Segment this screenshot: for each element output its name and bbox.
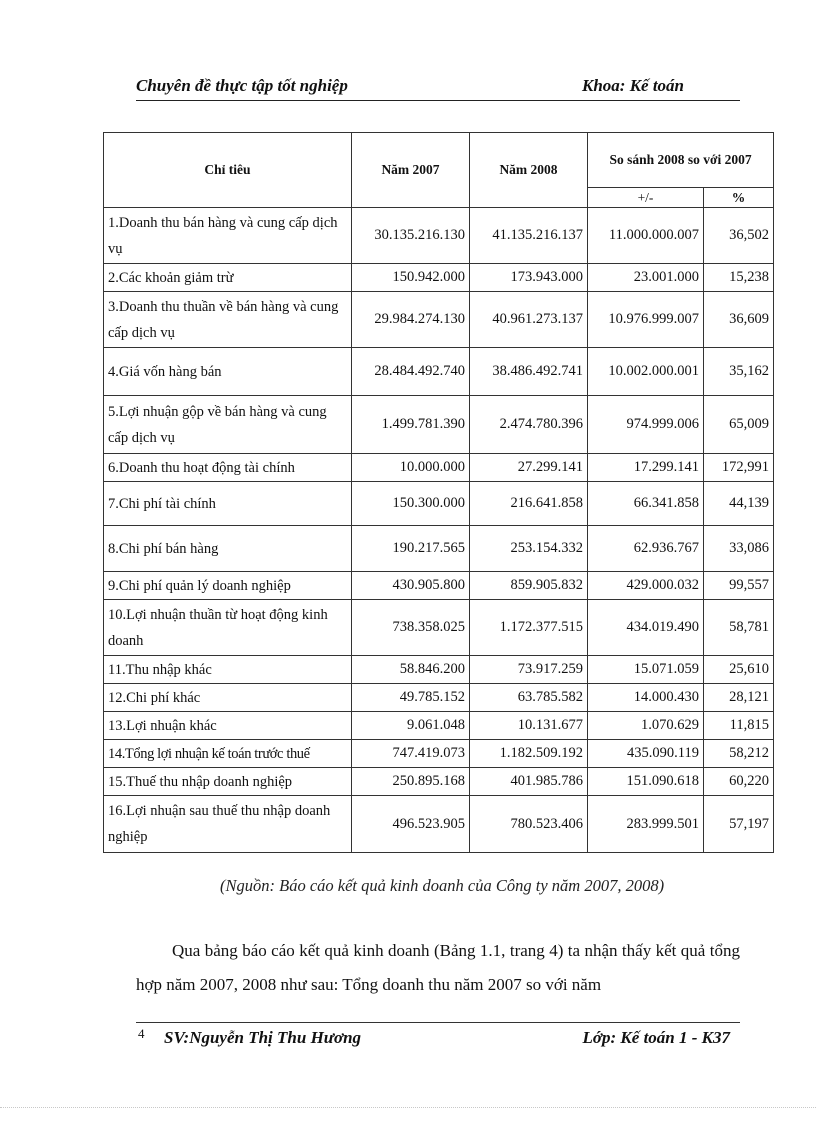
- row-2007: 28.484.492.740: [352, 348, 470, 396]
- row-2008: 73.917.259: [470, 656, 588, 684]
- row-2007: 58.846.200: [352, 656, 470, 684]
- row-diff: 66.341.858: [588, 482, 704, 526]
- row-label: 3.Doanh thu thuần về bán hàng và cung cấp dịch vụ: [104, 292, 352, 348]
- row-pct: 35,162: [704, 348, 774, 396]
- header-pct: %: [704, 188, 774, 208]
- row-label: 6.Doanh thu hoạt động tài chính: [104, 454, 352, 482]
- row-diff: 151.090.618: [588, 768, 704, 796]
- header-diff: +/-: [588, 188, 704, 208]
- row-2008: 40.961.273.137: [470, 292, 588, 348]
- table-row: [104, 292, 774, 348]
- row-pct: 28,121: [704, 684, 774, 712]
- page-header: [136, 76, 740, 101]
- header-department: Khoa: Kế toán: [582, 76, 685, 95]
- row-2007: 49.785.152: [352, 684, 470, 712]
- row-label: 14.Tổng lợi nhuận kế toán trước thuế: [104, 740, 352, 768]
- row-label: 1.Doanh thu bán hàng và cung cấp dịch vụ: [104, 208, 352, 264]
- row-diff: 15.071.059: [588, 656, 704, 684]
- table-row: [104, 572, 774, 600]
- row-pct: 60,220: [704, 768, 774, 796]
- row-label: 9.Chi phí quản lý doanh nghiệp: [104, 572, 352, 600]
- row-pct: 57,197: [704, 796, 774, 853]
- row-2007: 250.895.168: [352, 768, 470, 796]
- table-row: [104, 768, 774, 796]
- table-row: [104, 264, 774, 292]
- source-note: (Nguồn: Báo cáo kết quả kinh doanh của Công ty năm 2007, 2008): [220, 876, 665, 895]
- business-results-table: [103, 132, 774, 853]
- row-diff: 1.070.629: [588, 712, 704, 740]
- row-2007: 190.217.565: [352, 526, 470, 572]
- row-pct: 36,609: [704, 292, 774, 348]
- row-diff: 283.999.501: [588, 796, 704, 853]
- row-pct: 25,610: [704, 656, 774, 684]
- table-row: [104, 740, 774, 768]
- row-2007: 10.000.000: [352, 454, 470, 482]
- row-pct: 44,139: [704, 482, 774, 526]
- row-pct: 11,815: [704, 712, 774, 740]
- row-label: 12.Chi phí khác: [104, 684, 352, 712]
- row-2008: 2.474.780.396: [470, 396, 588, 454]
- row-pct: 36,502: [704, 208, 774, 264]
- row-pct: 65,009: [704, 396, 774, 454]
- row-pct: 58,212: [704, 740, 774, 768]
- row-diff: 974.999.006: [588, 396, 704, 454]
- table-row: [104, 348, 774, 396]
- row-pct: 99,557: [704, 572, 774, 600]
- table-row: [104, 684, 774, 712]
- page-number: 4: [138, 1026, 145, 1041]
- table-row: [104, 712, 774, 740]
- header-year-2007: Năm 2007: [352, 133, 470, 208]
- row-2007: 29.984.274.130: [352, 292, 470, 348]
- row-diff: 435.090.119: [588, 740, 704, 768]
- row-2008: 859.905.832: [470, 572, 588, 600]
- footer-student: SV:Nguyễn Thị Thu Hương: [164, 1028, 362, 1047]
- row-diff: 10.976.999.007: [588, 292, 704, 348]
- row-2008: 173.943.000: [470, 264, 588, 292]
- row-diff: 10.002.000.001: [588, 348, 704, 396]
- row-label: 11.Thu nhập khác: [104, 656, 352, 684]
- row-2008: 401.985.786: [470, 768, 588, 796]
- row-2007: 1.499.781.390: [352, 396, 470, 454]
- row-2008: 10.131.677: [470, 712, 588, 740]
- row-2008: 1.172.377.515: [470, 600, 588, 656]
- header-indicator: Chỉ tiêu: [104, 133, 352, 208]
- row-2008: 63.785.582: [470, 684, 588, 712]
- row-diff: 14.000.430: [588, 684, 704, 712]
- row-pct: 33,086: [704, 526, 774, 572]
- table-row: [104, 656, 774, 684]
- table-row: [104, 600, 774, 656]
- row-diff: 434.019.490: [588, 600, 704, 656]
- row-2008: 1.182.509.192: [470, 740, 588, 768]
- paragraph-text: Qua bảng báo cáo kết quả kinh doanh (Bảng 1.1, trang 4) ta nhận thấy kết quả tổng hợp năm 2007, 2008 như sau: Tổng doanh thu năm 2007 so với năm: [136, 941, 740, 994]
- page-footer: [164, 1028, 740, 1048]
- row-2007: 30.135.216.130: [352, 208, 470, 264]
- row-2008: 216.641.858: [470, 482, 588, 526]
- row-label: 15.Thuế thu nhập doanh nghiệp: [104, 768, 352, 796]
- row-diff: 62.936.767: [588, 526, 704, 572]
- row-pct: 172,991: [704, 454, 774, 482]
- row-label: 8.Chi phí bán hàng: [104, 526, 352, 572]
- row-2008: 27.299.141: [470, 454, 588, 482]
- row-label: 2.Các khoản giảm trừ: [104, 264, 352, 292]
- row-label: 5.Lợi nhuận gộp về bán hàng và cung cấp dịch vụ: [104, 396, 352, 454]
- row-2007: 430.905.800: [352, 572, 470, 600]
- table-row: [104, 396, 774, 454]
- row-pct: 58,781: [704, 600, 774, 656]
- row-diff: 429.000.032: [588, 572, 704, 600]
- row-2007: 496.523.905: [352, 796, 470, 853]
- row-label: 7.Chi phí tài chính: [104, 482, 352, 526]
- footer-divider: [136, 1022, 740, 1023]
- row-2007: 738.358.025: [352, 600, 470, 656]
- body-paragraph: [136, 934, 740, 1002]
- row-label: 16.Lợi nhuận sau thuế thu nhập doanh nghiệp: [104, 796, 352, 853]
- table-row: [104, 796, 774, 853]
- row-diff: 11.000.000.007: [588, 208, 704, 264]
- row-pct: 15,238: [704, 264, 774, 292]
- row-2008: 41.135.216.137: [470, 208, 588, 264]
- footer-class: Lớp: Kế toán 1 - K37: [582, 1028, 730, 1047]
- row-2008: 780.523.406: [470, 796, 588, 853]
- row-label: 10.Lợi nhuận thuần từ hoạt động kinh doanh: [104, 600, 352, 656]
- row-2007: 150.942.000: [352, 264, 470, 292]
- table-row: [104, 526, 774, 572]
- row-diff: 23.001.000: [588, 264, 704, 292]
- row-label: 4.Giá vốn hàng bán: [104, 348, 352, 396]
- header-year-2008: Năm 2008: [470, 133, 588, 208]
- header-title: Chuyên đề thực tập tốt nghiệp: [136, 76, 348, 95]
- table-row: [104, 454, 774, 482]
- page-bottom-border: [0, 1107, 816, 1108]
- row-diff: 17.299.141: [588, 454, 704, 482]
- row-2008: 253.154.332: [470, 526, 588, 572]
- row-2007: 9.061.048: [352, 712, 470, 740]
- row-2007: 150.300.000: [352, 482, 470, 526]
- row-2007: 747.419.073: [352, 740, 470, 768]
- row-label: 13.Lợi nhuận khác: [104, 712, 352, 740]
- header-compare: So sánh 2008 so với 2007: [588, 133, 774, 188]
- table-row: [104, 208, 774, 264]
- table-row: [104, 482, 774, 526]
- row-2008: 38.486.492.741: [470, 348, 588, 396]
